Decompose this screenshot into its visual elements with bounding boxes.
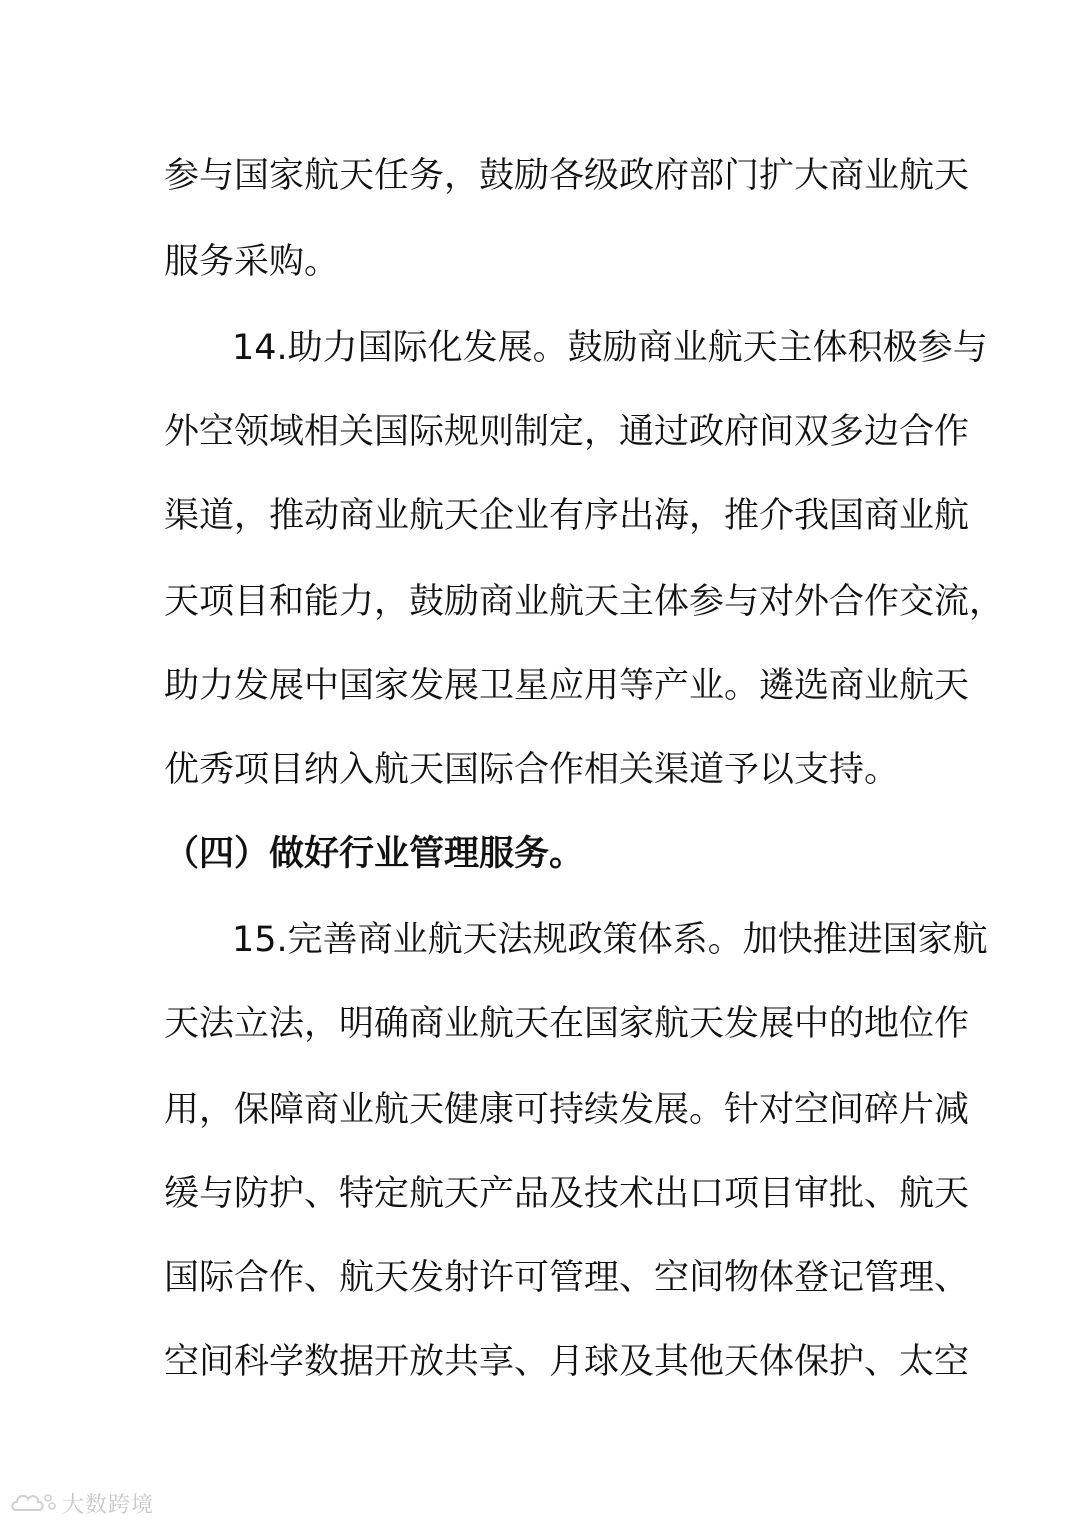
paragraph-line-5: 渠道，推动商业航天企业有序出海，推介我国商业航 xyxy=(164,496,970,536)
section-heading: （四）做好行业管理服务。 xyxy=(164,834,585,874)
paragraph-line-13: 缓与防护、特定航天产品及技术出口项目审批、航天 xyxy=(164,1174,970,1214)
paragraph-line-7: 助力发展中国家发展卫星应用等产业。遴选商业航天 xyxy=(164,666,970,706)
paragraph-line-6: 天项目和能力，鼓励商业航天主体参与对外合作交流， xyxy=(164,582,1005,622)
watermark xyxy=(10,1488,154,1518)
paragraph-line-11: 天法立法，明确商业航天在国家航天发展中的地位作 xyxy=(164,1004,970,1044)
watermark-text: 大数跨境 xyxy=(62,1492,155,1518)
paragraph-line-8: 优秀项目纳入航天国际合作相关渠道予以支持。 xyxy=(164,750,900,790)
paragraph-line-10: 15.完善商业航天法规政策体系。加快推进国家航 xyxy=(232,920,988,960)
paragraph-line-2: 服务采购。 xyxy=(164,242,340,282)
paragraph-line-3: 14.助力国际化发展。鼓励商业航天主体积极参与 xyxy=(232,328,988,368)
paragraph-line-12: 用，保障商业航天健康可持续发展。针对空间碎片减 xyxy=(164,1090,970,1130)
paragraph-line-15: 空间科学数据开放共享、月球及其他天体保护、太空 xyxy=(164,1342,970,1382)
cloud-logo-icon xyxy=(10,1490,56,1516)
paragraph-line-1: 参与国家航天任务，鼓励各级政府部门扩大商业航天 xyxy=(164,156,970,196)
paragraph-line-4: 外空领域相关国际规则制定，通过政府间双多边合作 xyxy=(164,412,970,452)
paragraph-line-14: 国际合作、航天发射许可管理、空间物体登记管理、 xyxy=(164,1258,970,1298)
